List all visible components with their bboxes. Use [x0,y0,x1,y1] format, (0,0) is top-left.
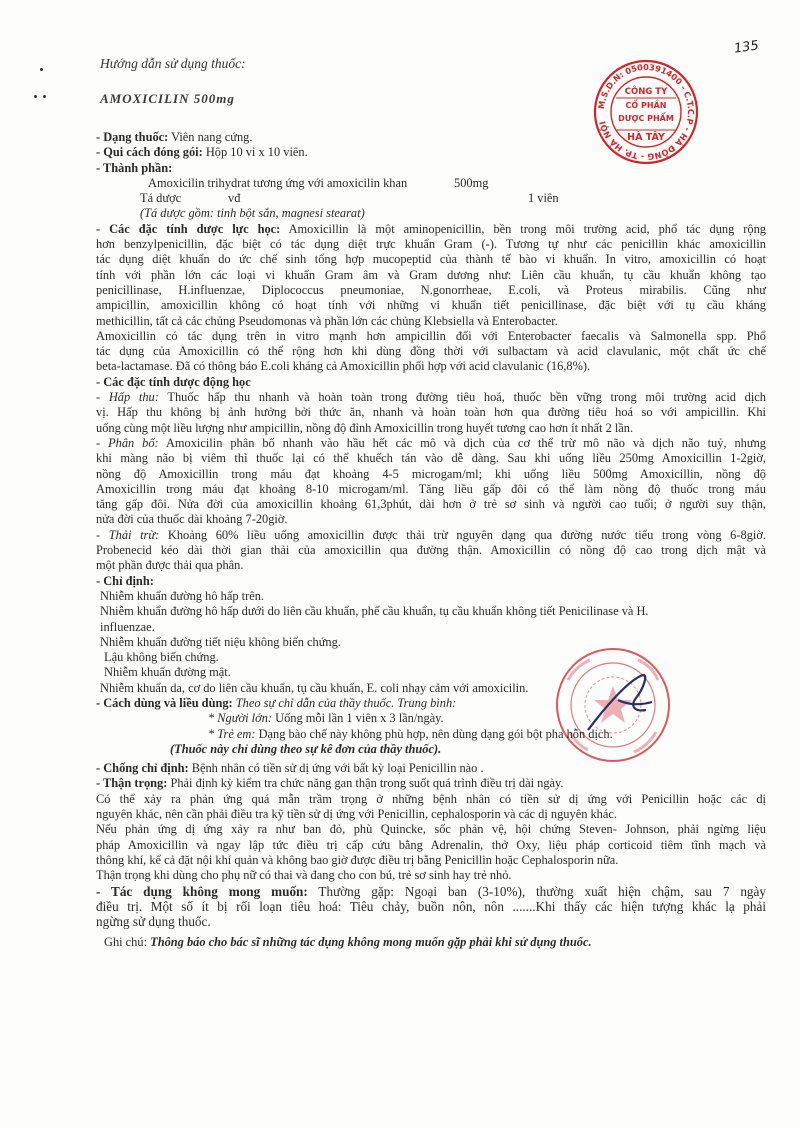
composition-excipient: Tá dược vđ 1 viên [140,191,559,206]
absorption-line-1: - Hấp thu: Thuốc hấp thu nhanh và hoàn toàn trong đường tiêu hoá, thuốc bền vững trong môi trường acid dịch [96,390,767,405]
indication-item: Nhiễm khuẩn da, cơ do liên cầu khuẩn, tụ cầu khuẩn, E. coli nhạy cảm với amoxicilin. [100,680,529,695]
precaution-line: thông khí, kể cả đặt nội khí quản và không bao giờ được điều trị bằng Penicillin hoặc Cephalosporin nữa. [96,852,619,867]
precaution-line: Nếu phản ứng dị ứng xảy ra như ban đỏ, phù Quincke, sốc phản vệ, hội chứng Steven- Johnson, phải ngừng liệu [96,822,766,837]
pharmacodynamics-line-1: - Các đặc tính dược lực học: Amoxicillin là một aminopenicillin, bền trong môi trường acid, phổ tác dụng rộng [96,221,767,236]
stamp-line-1: CÔNG TY [624,87,668,97]
pharmacokinetics-heading: - Các đặc tính dược động học [96,374,251,389]
distribution-line: nửa đời của thuốc dài khoảng 7-20giờ. [96,512,288,527]
composition-excipient-note: (Tá dược gồm: tinh bột sắn, magnesi stearat) [140,206,365,221]
dosage-child: * Trẻ em: Dạng bào chế này không phù hợp, nên dùng dạng gói bột pha hỗn dịch. [208,726,613,741]
pharmacodynamics-line: methicillin, tất cả các chủng Pseudomonas và phần lớn các chủng Klebsiella và Enterobacter. [96,313,558,328]
dosage-form: - Dạng thuốc: Viên nang cứng. [96,130,253,144]
precaution-line: nguyên khác, nên cần phải điều tra kỹ tiền sử dị ứng với Penicillin, cephalosporin và các dị nguyên khác. [96,807,617,822]
side-effects-line: điều trị. Một số ít bị rối loạn tiêu hoá: Tiêu chảy, buồn nôn, nôn .......Khi thấy các hiện tượng khác lạ phải [96,898,766,914]
packing: - Qui cách đóng gói: Hộp 10 vỉ x 10 viên. [96,145,308,160]
stamp-ring-text: M.S.D.N: 0500391400 - C.T.C.P - HÀ ĐÔNG - TP. HÀ NỘI [595,61,697,163]
pharmacodynamics-line: penicillinase, H.influenzae, Diplococcus pneumoniae, N.gonorrheae, E.coli, và Proteus mirabilis. Cũng như [96,282,766,297]
speck [43,95,46,98]
indications-heading: - Chỉ định: [96,573,154,588]
composition-active: Amoxicilin trihydrat tương ứng với amoxicilin khan 500mg [148,175,489,190]
elimination-line-1: - Thải trừ: Khoảng 60% liều uống amoxicillin được thải trừ nguyên dạng qua đường nước tiểu trong vòng 6-8giờ. [96,527,766,542]
distribution-line: khi màng não bị viêm thì thuốc lại có thể khuếch tán vào dễ dàng. Sau khi uống liều 250mg Amoxicillin 1-2giờ, [96,451,766,466]
absorption-line: uống cùng một liều lượng như ampicillin, nồng độ đỉnh Amoxicillin trong huyết tương cao hơn ít nhất 2 lần. [96,420,634,435]
absorption-line: vị. Hấp thu không bị ảnh hưởng bởi thức ăn, nhanh và hoàn toàn hơn qua đường tiêu hoá so với ampicillin. Khi [96,405,766,420]
side-effects-line-1: - Tác dụng không mong muốn: Thường gặp: Ngoại ban (3-10%), thường xuất hiện chậm, sau 7 ngày [96,883,766,899]
dosage-heading: - Cách dùng và liều dùng: Theo sự chỉ dẫn của thầy thuốc. Trung bình: [96,695,457,710]
precaution-line: pháp Amoxicillin và ngay lập tức điều trị cấp cứu bằng Adrenalin, thở Oxy, liệu pháp corticoid tiêm tĩnh mạch và [96,837,766,852]
precaution-line: Thận trọng khi dùng cho phụ nữ có thai và đang cho con bú, trẻ sơ sinh hay trẻ nhỏ. [96,868,512,883]
pharmacodynamics-line: ampicillin, amoxicillin không có hoạt tính với những vi khuẩn tiết penicillinase, đặc biệt với tụ cầu kháng [96,298,766,313]
page-number-handwritten: 135 [733,38,760,57]
speck [40,68,43,71]
distribution-line-1: - Phân bố: Amoxicilin phân bố nhanh vào hầu hết các mô và dịch của cơ thể trừ mô não và dịch não tuỷ, nhưng [96,435,766,450]
pharmacodynamics-line: beta-lactamase. Đã có thông báo E.coli kháng cả Amoxicillin phối hợp với acid clavulanic (16,8%). [96,359,591,374]
pharmacodynamics-line: hơn benzylpenicillin, đặc biệt có tác dụng diệt trực khuẩn Gram (-). Tương tự như các penicillin khác amoxicillin [96,237,766,252]
elimination-line: một phần được thải qua phân. [96,558,244,573]
side-effects-line: ngừng sử dụng thuốc. [96,914,211,930]
speck [34,95,37,98]
document-title: Hướng dẫn sử dụng thuốc: [100,56,246,71]
precautions: - Thận trọng: Phải định kỳ kiểm tra chức năng gan thận trong suốt quá trình điều trị dài ngày. [96,776,564,791]
note: Ghi chú: Thông báo cho bác sĩ những tác dụng không mong muốn gặp phải khi sử dụng thuốc. [104,935,592,950]
product-name: AMOXICILIN 500mg [100,91,235,106]
stamp-line-2: CỔ PHẦN [625,101,667,110]
pharmacodynamics-line: Amoxicillin có tác dụng trên in vitro mạnh hơn ampicillin đối với Enterobacter faecalis và Salmonella spp. Phổ [96,328,766,343]
indication-item: Nhiễm khuẩn đường hô hấp trên. [100,588,264,603]
pharmacodynamics-line: tác dụng của Amoxicillin có thể rộng hơn khi dùng đồng thời với sulbactam và acid clavulanic, một chất ức chế [96,344,766,359]
composition-heading: - Thành phần: [96,160,173,175]
stamp-line-3: DƯỢC PHẨM [618,114,674,123]
indication-item: Nhiễm khuẩn đường tiết niệu không biến chứng. [100,634,341,649]
indication-item: influenzae. [100,619,155,634]
indication-item: Lậu không biến chứng. [104,650,219,665]
dosage-adult: * Người lớn: Uống mỗi lần 1 viên x 3 lần/ngày. [208,711,444,726]
stamp-line-4: HÀ TÂY [627,132,665,143]
elimination-line: Probenecid kéo dài thời gian thải của amoxicillin qua đường thận. Amoxicillin có nồng độ cao trong dịch mật và [96,543,766,558]
distribution-line: tăng gấp đôi. Nửa đời của amoxicillin khoảng 61,3phút, dài hơn ở trẻ sơ sinh và người cao tuổi; ở người suy thận, [96,497,766,512]
distribution-line: nồng độ Amoxicillin trong máu đạt khoảng 4-5 microgam/ml; khi uống liều 500mg Amoxicillin, nồng độ [96,466,766,481]
pharmacodynamics-line: tác dụng diệt khuẩn do ức chế sinh tổng hợp mucopeptid của thành tế bào vi khuẩn. In vitro, amoxicillin có hoạt [96,252,766,267]
contraindications: - Chống chỉ định: Bệnh nhân có tiền sử dị ứng với bất kỳ loại Penicillin nào . [96,761,484,776]
precaution-line: Có thể xảy ra phản ứng quá mẫn trầm trọng ở những bệnh nhân có tiền sử dị ứng với Penicillin hoặc các dị [96,791,766,806]
pharmacodynamics-line: tính với phần lớn các loại vi khuẩn Gram âm và Gram dương như: Liên cầu khuẩn, tụ cầu khuẩn không tạo [96,267,766,282]
prescription-note: (Thuốc này chỉ dùng theo sự kê đơn của thầy thuốc). [170,741,442,756]
indication-item: Nhiễm khuẩn đường mật. [104,665,231,680]
indication-item: Nhiễm khuẩn đường hô hấp dưới do liên cầu khuẩn, phế cầu khuẩn, tụ cầu khuẩn không tiết Penicilinase và H. [100,604,649,619]
document-body [96,126,766,951]
distribution-line: Amoxicillin trong máu đạt khoảng 8-10 microgam/ml. Tăng liều gấp đôi có thể làm nồng độ thuốc trong máu [96,481,766,496]
